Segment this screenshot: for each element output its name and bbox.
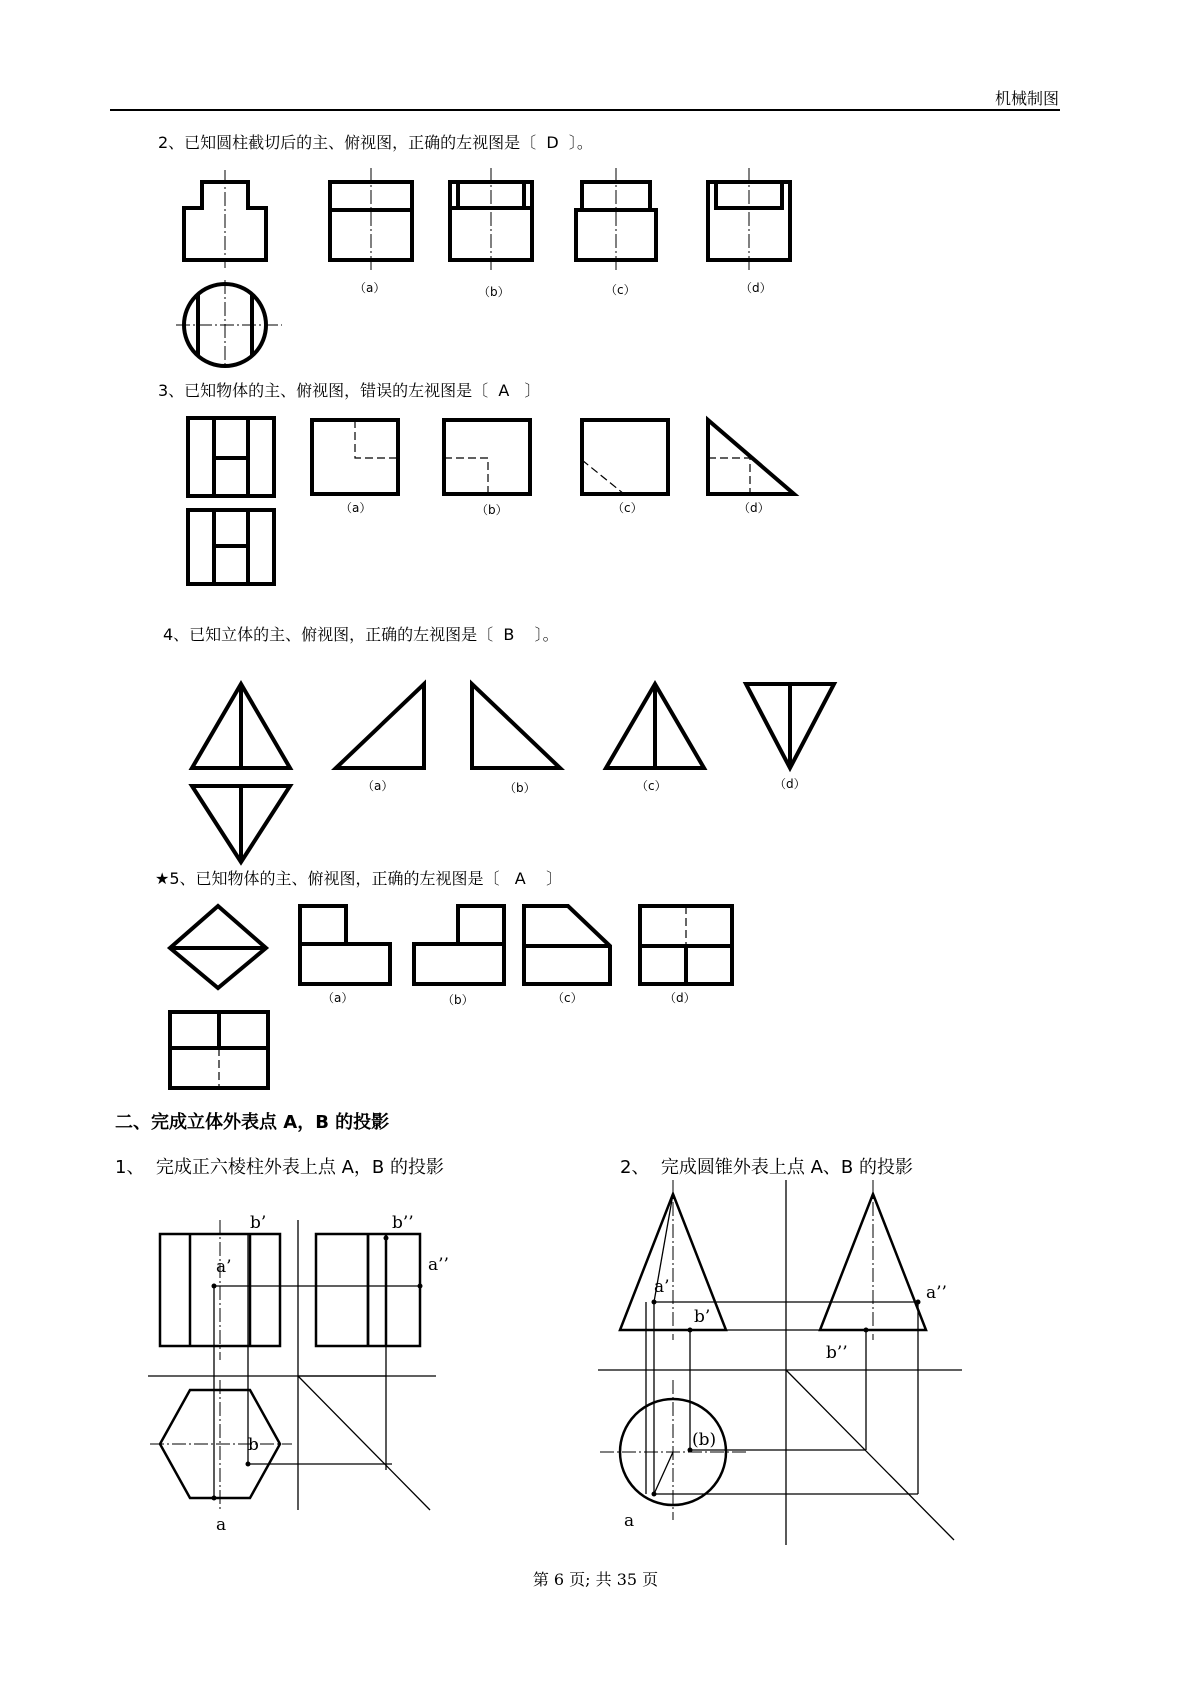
- cone-side-view: [820, 1180, 926, 1340]
- question-5: ★5、已知物体的主、俯视图，正确的左视图是〔 A 〕: [155, 869, 563, 888]
- q5-option-b: [414, 906, 504, 984]
- q3-option-c: [582, 420, 668, 494]
- q2-label-b: （b）: [478, 285, 510, 299]
- section-2-sub-2: 2、 完成圆锥外表上点 A、B 的投影: [620, 1157, 913, 1178]
- hex-prism-top-view: [150, 1380, 292, 1510]
- q2-front-view: [184, 170, 266, 268]
- q5-option-d: [640, 906, 732, 984]
- q4-option-c: [606, 684, 704, 768]
- q3-label-a: （a）: [340, 501, 372, 515]
- cone-label-b: (b): [692, 1430, 717, 1450]
- q2-label-c: （c）: [605, 283, 636, 297]
- q5-front-view: [170, 906, 266, 988]
- q2-option-labels: [354, 281, 772, 299]
- question-2: 2、已知圆柱截切后的主、俯视图，正确的左视图是〔 D 〕。: [158, 133, 593, 152]
- q4-option-labels: [362, 777, 806, 795]
- hex-label-a2: a’’: [428, 1255, 449, 1275]
- q4-label-b: （b）: [504, 781, 536, 795]
- cone-label-b2: b’’: [826, 1343, 848, 1363]
- hex-label-b1: b’: [250, 1213, 267, 1233]
- q3-label-c: （c）: [612, 501, 643, 515]
- hex-label-b2: b’’: [392, 1213, 414, 1233]
- q2-option-c: [576, 168, 656, 270]
- page-header-title: 机械制图: [994, 89, 1059, 108]
- q3-option-a: [312, 420, 398, 494]
- q3-front-view: [188, 418, 274, 496]
- q5-label-c: （c）: [552, 991, 583, 1005]
- hex-label-b: b: [248, 1435, 259, 1455]
- q3-label-b: （b）: [476, 503, 508, 517]
- q4-option-b: [472, 684, 560, 768]
- q4-front-view: [192, 684, 290, 768]
- section-2-title: 二、完成立体外表点 A，B 的投影: [115, 1112, 390, 1133]
- page-footer: 第 6 页; 共 35 页: [532, 1570, 659, 1589]
- q2-label-d: （d）: [740, 281, 772, 295]
- q5-top-view: [170, 1012, 268, 1088]
- q4-option-d: [746, 684, 834, 768]
- q5-label-b: （b）: [442, 993, 474, 1007]
- cone-label-b1: b’: [694, 1307, 711, 1327]
- q4-label-d: （d）: [774, 777, 806, 791]
- q4-label-c: （c）: [636, 779, 667, 793]
- q2-option-a: [330, 168, 412, 270]
- section-2-sub-1: 1、 完成正六棱柱外表上点 A，B 的投影: [115, 1157, 444, 1178]
- hex-prism-side-view: [316, 1234, 420, 1346]
- q3-top-view: [188, 510, 274, 584]
- q5-option-a: [300, 906, 390, 984]
- q3-label-d: （d）: [738, 501, 770, 515]
- q2-option-d: [708, 168, 790, 270]
- q3-option-d: [708, 420, 794, 494]
- cone-label-a1: a’: [654, 1277, 670, 1297]
- q5-label-d: （d）: [664, 991, 696, 1005]
- q3-option-b: [444, 420, 530, 494]
- q2-option-b: [450, 168, 532, 270]
- q4-label-a: （a）: [362, 779, 394, 793]
- q3-option-labels: [340, 501, 770, 517]
- q5-label-a: （a）: [322, 991, 354, 1005]
- cone-label-a: a: [624, 1511, 635, 1531]
- question-3: 3、已知物体的主、俯视图，错误的左视图是〔 A 〕: [158, 381, 541, 400]
- cone-projection-lines: [598, 1180, 962, 1545]
- cone-label-a2: a’’: [926, 1283, 947, 1303]
- question-4: 4、已知立体的主、俯视图，正确的左视图是〔 B 〕。: [163, 625, 559, 644]
- hex-prism-front-view: [160, 1220, 280, 1360]
- hex-label-a1: a’: [216, 1257, 232, 1277]
- q4-option-a: [336, 684, 424, 768]
- q5-option-c: [524, 906, 610, 984]
- hex-label-a: a: [216, 1515, 227, 1535]
- q2-top-view: [176, 280, 282, 368]
- q5-option-labels: [322, 991, 696, 1007]
- q4-top-view: [192, 786, 290, 862]
- q2-label-a: （a）: [354, 281, 386, 295]
